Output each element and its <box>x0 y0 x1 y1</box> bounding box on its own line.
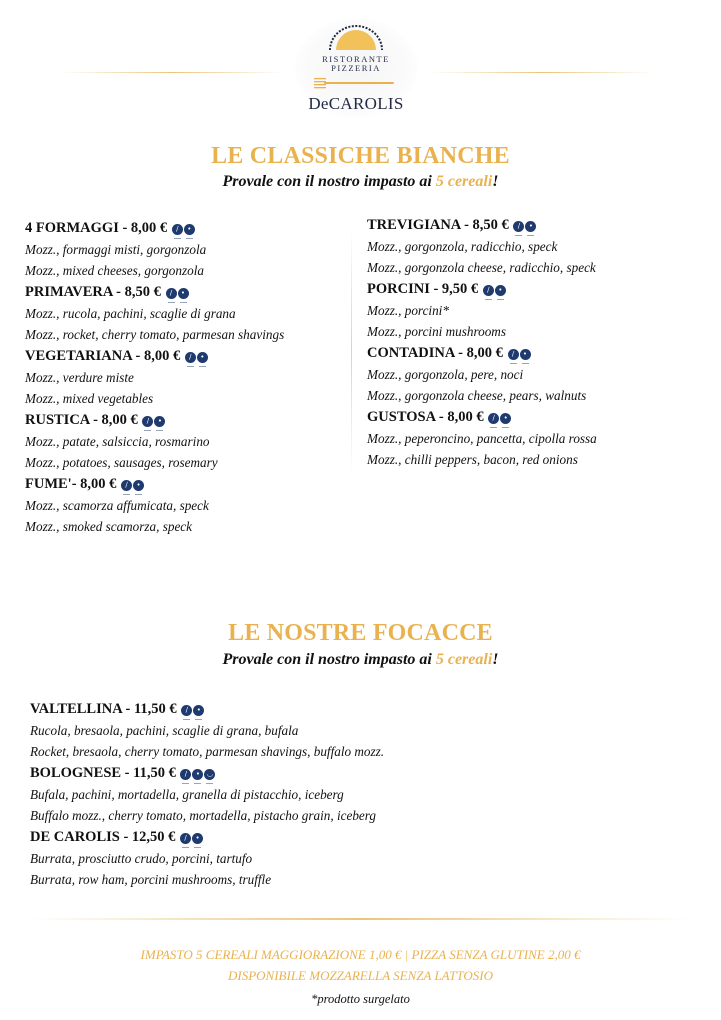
nut-icon: ◡ <box>204 769 215 780</box>
subtitle-end: ! <box>492 651 499 668</box>
item-description-it: Bufala, pachini, mortadella, granella di pistacchio, iceberg <box>30 787 344 802</box>
leaf-icon: ∕ <box>180 833 191 844</box>
drop-icon: • <box>495 285 506 296</box>
leaf-icon: ∕ <box>488 413 499 424</box>
item-title: VEGETARIANA - 8,00 € <box>25 348 181 364</box>
section-title-focacce: LE NOSTRE FOCACCE <box>228 620 493 646</box>
item-description-en: Mozz., potatoes, sausages, rosemary <box>25 455 218 470</box>
footer-rule <box>30 918 690 920</box>
item-description-it: Mozz., peperoncino, pancetta, cipolla rossa <box>367 431 597 446</box>
footer-lactose-free: DISPONIBILE MOZZARELLA SENZA LATTOSIO <box>228 968 493 983</box>
drop-icon: • <box>192 769 203 780</box>
menu-item-name <box>30 698 384 720</box>
drop-icon: • <box>525 221 536 232</box>
drop-icon: • <box>133 480 144 491</box>
item-description-it: Mozz., gorgonzola, radicchio, speck <box>367 239 558 254</box>
item-title: GUSTOSA - 8,00 € <box>367 409 484 425</box>
column-divider <box>351 225 352 475</box>
item-title: 4 FORMAGGI - 8,00 € <box>25 220 168 236</box>
fork-icon <box>314 78 394 88</box>
item-description-it: Rucola, bresaola, pachini, scaglie di grana, bufala <box>30 723 299 738</box>
item-description-it: Mozz., scamorza affumicata, speck <box>25 498 209 513</box>
drop-icon: • <box>193 705 204 716</box>
menu-column-right <box>367 214 597 470</box>
section-subtitle-classiche <box>0 173 721 191</box>
item-title: BOLOGNESE - 11,50 € <box>30 765 176 781</box>
item-title: CONTADINA - 8,00 € <box>367 345 503 361</box>
menu-item-name <box>25 473 284 495</box>
menu-item-name <box>367 342 597 364</box>
brand-line-ristorante: RISTORANTE <box>322 54 390 64</box>
item-title: FUME'- 8,00 € <box>25 476 117 492</box>
item-title: TREVIGIANA - 8,50 € <box>367 217 509 233</box>
drop-icon: • <box>500 413 511 424</box>
leaf-icon: ∕ <box>181 705 192 716</box>
subtitle-highlight: 5 cereali <box>435 651 493 668</box>
footer-surcharges: IMPASTO 5 CEREALI MAGGIORAZIONE 1,00 € | PIZZA SENZA GLUTINE 2,00 € <box>140 947 581 962</box>
leaf-icon: ∕ <box>172 224 183 235</box>
leaf-icon: ∕ <box>166 288 177 299</box>
leaf-icon: ∕ <box>513 221 524 232</box>
item-title: VALTELLINA - 11,50 € <box>30 701 177 717</box>
drop-icon: • <box>154 416 165 427</box>
subtitle-highlight: 5 cereali <box>435 173 493 190</box>
item-description-it: Mozz., porcini* <box>367 303 449 318</box>
section-title-classiche: LE CLASSICHE BIANCHE <box>211 143 510 169</box>
item-title: PRIMAVERA - 8,50 € <box>25 284 161 300</box>
item-description-en: Mozz., mixed vegetables <box>25 391 154 406</box>
focacce-list <box>30 698 384 890</box>
item-title: DE CAROLIS - 12,50 € <box>30 829 176 845</box>
brand-name: DeCAROLIS <box>308 94 404 113</box>
item-description-en: Mozz., mixed cheeses, gorgonzola <box>25 263 204 278</box>
brand-line-pizzeria: PIZZERIA <box>331 63 381 73</box>
drop-icon: • <box>178 288 189 299</box>
drop-icon: • <box>192 833 203 844</box>
header-rule-left <box>60 72 285 73</box>
item-description-it: Mozz., patate, salsiccia, rosmarino <box>25 434 210 449</box>
footer-frozen-note: *prodotto surgelato <box>311 992 410 1006</box>
drop-icon: • <box>197 352 208 363</box>
leaf-icon: ∕ <box>142 416 153 427</box>
menu-item-name <box>30 826 384 848</box>
menu-item-name <box>367 278 597 300</box>
item-description-en: Mozz., rocket, cherry tomato, parmesan shavings <box>25 327 285 342</box>
subtitle-text: Provale con il nostro impasto ai <box>222 651 436 668</box>
menu-item-name <box>25 345 284 367</box>
menu-item-name <box>25 409 284 431</box>
item-description-en: Mozz., chilli peppers, bacon, red onions <box>367 452 578 467</box>
menu-item-name <box>367 406 597 428</box>
section-subtitle-focacce <box>0 651 721 669</box>
item-description-en: Buffalo mozz., cherry tomato, mortadella, pistacho grain, iceberg <box>30 808 377 823</box>
item-description-en: Mozz., gorgonzola cheese, radicchio, speck <box>367 260 596 275</box>
menu-item-name <box>367 214 597 236</box>
menu-item-name <box>25 281 284 303</box>
item-description-en: Mozz., gorgonzola cheese, pears, walnuts <box>367 388 587 403</box>
leaf-icon: ∕ <box>180 769 191 780</box>
item-description-en: Rocket, bresaola, cherry tomato, parmesan shavings, buffalo mozz. <box>30 744 385 759</box>
menu-item-name <box>25 217 284 239</box>
item-description-en: Burrata, row ham, porcini mushrooms, truffle <box>30 872 272 887</box>
item-description-it: Mozz., rucola, pachini, scaglie di grana <box>25 306 236 321</box>
leaf-icon: ∕ <box>121 480 132 491</box>
restaurant-logo <box>294 18 418 118</box>
item-description-it: Burrata, prosciutto crudo, porcini, tartufo <box>30 851 253 866</box>
leaf-icon: ∕ <box>185 352 196 363</box>
header-rule-right <box>430 72 655 73</box>
item-description-it: Mozz., gorgonzola, pere, noci <box>367 367 524 382</box>
item-description-en: Mozz., smoked scamorza, speck <box>25 519 193 534</box>
drop-icon: • <box>184 224 195 235</box>
subtitle-end: ! <box>492 173 499 190</box>
item-description-it: Mozz., formaggi misti, gorgonzola <box>25 242 207 257</box>
menu-item-name <box>30 762 384 784</box>
menu-column-left <box>25 217 284 537</box>
drop-icon: • <box>520 349 531 360</box>
item-title: PORCINI - 9,50 € <box>367 281 479 297</box>
item-description-en: Mozz., porcini mushrooms <box>367 324 506 339</box>
subtitle-text: Provale con il nostro impasto ai <box>222 173 436 190</box>
item-title: RUSTICA - 8,00 € <box>25 412 138 428</box>
item-description-it: Mozz., verdure miste <box>25 370 134 385</box>
leaf-icon: ∕ <box>508 349 519 360</box>
leaf-icon: ∕ <box>483 285 494 296</box>
